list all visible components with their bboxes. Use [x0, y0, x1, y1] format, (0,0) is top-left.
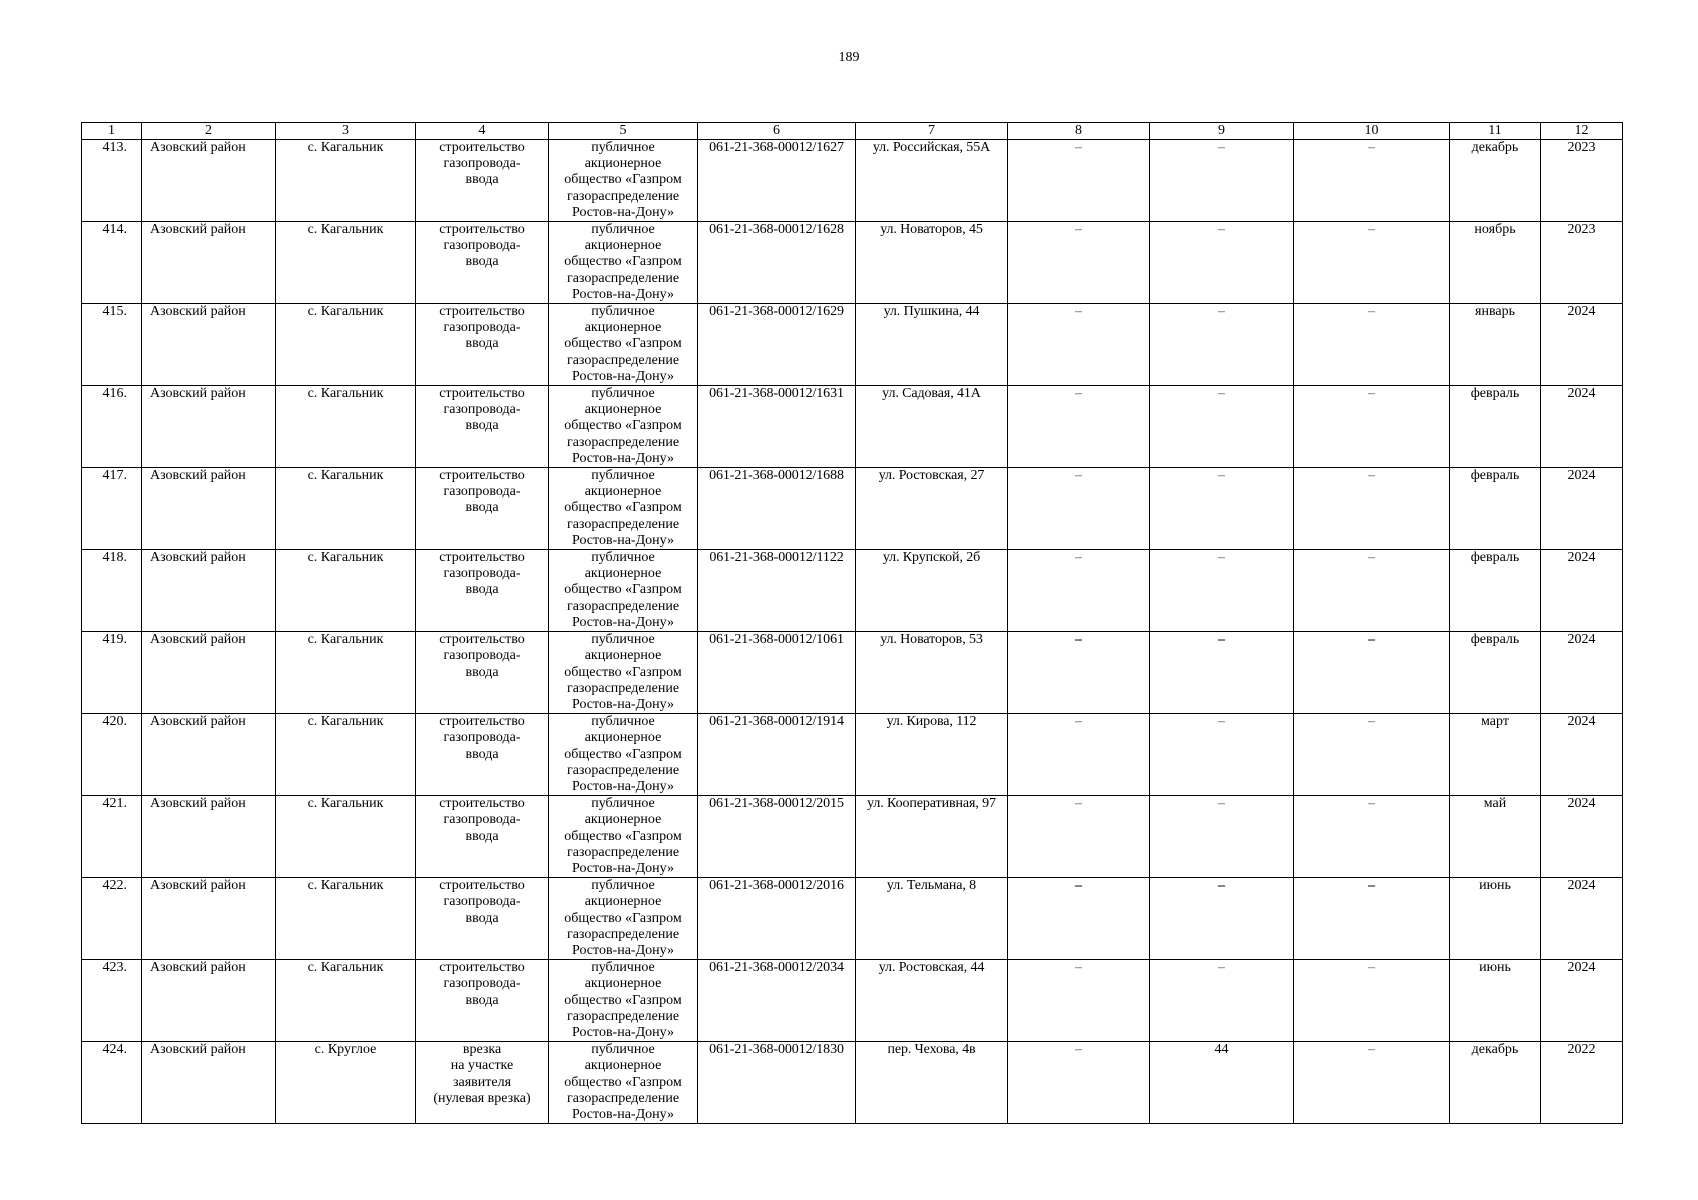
district-cell: Азовский район: [142, 878, 276, 960]
column-10-cell: –: [1294, 550, 1450, 632]
district-cell: Азовский район: [142, 796, 276, 878]
row-number: 416.: [82, 386, 142, 468]
column-header-11: 11: [1450, 123, 1541, 140]
table-row: [82, 960, 1623, 1042]
month-cell: февраль: [1450, 632, 1541, 714]
column-9-cell: –: [1150, 796, 1294, 878]
column-10-cell: –: [1294, 878, 1450, 960]
settlement-cell: с. Кагальник: [276, 632, 416, 714]
settlement-cell: с. Кагальник: [276, 140, 416, 222]
row-number: 418.: [82, 550, 142, 632]
work-type-cell: строительство газопровода- ввода: [416, 304, 549, 386]
column-9-cell: –: [1150, 714, 1294, 796]
column-10-cell: –: [1294, 632, 1450, 714]
settlement-cell: с. Кагальник: [276, 550, 416, 632]
month-cell: февраль: [1450, 386, 1541, 468]
registry-code-cell: 061-21-368-00012/1627: [698, 140, 856, 222]
address-cell: ул. Новаторов, 53: [856, 632, 1008, 714]
address-cell: ул. Садовая, 41А: [856, 386, 1008, 468]
year-cell: 2024: [1541, 796, 1623, 878]
table-row: [82, 1042, 1623, 1124]
column-9-cell: –: [1150, 878, 1294, 960]
settlement-cell: с. Кагальник: [276, 304, 416, 386]
column-header-7: 7: [856, 123, 1008, 140]
column-9-cell: –: [1150, 960, 1294, 1042]
work-type-cell: строительство газопровода- ввода: [416, 960, 549, 1042]
organization-cell: публичное акционерное общество «Газпром газораспределение Ростов-на-Дону»: [549, 222, 698, 304]
column-8-cell: –: [1008, 714, 1150, 796]
address-cell: ул. Тельмана, 8: [856, 878, 1008, 960]
column-header-9: 9: [1150, 123, 1294, 140]
column-number-row: [82, 123, 1623, 140]
year-cell: 2022: [1541, 1042, 1623, 1124]
column-10-cell: –: [1294, 1042, 1450, 1124]
organization-cell: публичное акционерное общество «Газпром газораспределение Ростов-на-Дону»: [549, 140, 698, 222]
registry-code-cell: 061-21-368-00012/2016: [698, 878, 856, 960]
organization-cell: публичное акционерное общество «Газпром газораспределение Ростов-на-Дону»: [549, 550, 698, 632]
year-cell: 2024: [1541, 304, 1623, 386]
column-10-cell: –: [1294, 304, 1450, 386]
settlement-cell: с. Кагальник: [276, 222, 416, 304]
organization-cell: публичное акционерное общество «Газпром газораспределение Ростов-на-Дону»: [549, 714, 698, 796]
month-cell: май: [1450, 796, 1541, 878]
address-cell: ул. Крупской, 2б: [856, 550, 1008, 632]
month-cell: февраль: [1450, 468, 1541, 550]
row-number: 415.: [82, 304, 142, 386]
column-9-cell: –: [1150, 140, 1294, 222]
month-cell: ноябрь: [1450, 222, 1541, 304]
settlement-cell: с. Кагальник: [276, 468, 416, 550]
column-9-cell: –: [1150, 304, 1294, 386]
column-10-cell: –: [1294, 960, 1450, 1042]
work-type-cell: строительство газопровода- ввода: [416, 632, 549, 714]
district-cell: Азовский район: [142, 960, 276, 1042]
row-number: 421.: [82, 796, 142, 878]
settlement-cell: с. Кагальник: [276, 714, 416, 796]
year-cell: 2024: [1541, 714, 1623, 796]
row-number: 420.: [82, 714, 142, 796]
registry-code-cell: 061-21-368-00012/1061: [698, 632, 856, 714]
address-cell: ул. Кооперативная, 97: [856, 796, 1008, 878]
organization-cell: публичное акционерное общество «Газпром газораспределение Ростов-на-Дону»: [549, 1042, 698, 1124]
work-type-cell: строительство газопровода- ввода: [416, 796, 549, 878]
column-9-cell: 44: [1150, 1042, 1294, 1124]
table-row: [82, 222, 1623, 304]
column-9-cell: –: [1150, 468, 1294, 550]
registry-code-cell: 061-21-368-00012/1631: [698, 386, 856, 468]
column-8-cell: –: [1008, 140, 1150, 222]
work-type-cell: строительство газопровода- ввода: [416, 878, 549, 960]
column-8-cell: –: [1008, 632, 1150, 714]
registry-code-cell: 061-21-368-00012/2034: [698, 960, 856, 1042]
district-cell: Азовский район: [142, 632, 276, 714]
work-type-cell: строительство газопровода- ввода: [416, 550, 549, 632]
year-cell: 2024: [1541, 960, 1623, 1042]
column-8-cell: –: [1008, 878, 1150, 960]
page-number: 189: [838, 50, 860, 65]
column-10-cell: –: [1294, 140, 1450, 222]
address-cell: ул. Пушкина, 44: [856, 304, 1008, 386]
column-9-cell: –: [1150, 386, 1294, 468]
month-cell: июнь: [1450, 878, 1541, 960]
work-type-cell: строительство газопровода- ввода: [416, 468, 549, 550]
column-8-cell: –: [1008, 386, 1150, 468]
year-cell: 2024: [1541, 550, 1623, 632]
column-8-cell: –: [1008, 304, 1150, 386]
table-row: [82, 140, 1623, 222]
registry-code-cell: 061-21-368-00012/1122: [698, 550, 856, 632]
column-header-8: 8: [1008, 123, 1150, 140]
address-cell: ул. Российская, 55А: [856, 140, 1008, 222]
month-cell: январь: [1450, 304, 1541, 386]
table-row: [82, 386, 1623, 468]
district-cell: Азовский район: [142, 468, 276, 550]
column-8-cell: –: [1008, 468, 1150, 550]
registry-code-cell: 061-21-368-00012/1628: [698, 222, 856, 304]
year-cell: 2023: [1541, 140, 1623, 222]
year-cell: 2024: [1541, 632, 1623, 714]
year-cell: 2023: [1541, 222, 1623, 304]
column-8-cell: –: [1008, 796, 1150, 878]
month-cell: декабрь: [1450, 1042, 1541, 1124]
column-9-cell: –: [1150, 632, 1294, 714]
district-cell: Азовский район: [142, 304, 276, 386]
district-cell: Азовский район: [142, 714, 276, 796]
district-cell: Азовский район: [142, 140, 276, 222]
settlement-cell: с. Кагальник: [276, 878, 416, 960]
row-number: 414.: [82, 222, 142, 304]
column-10-cell: –: [1294, 796, 1450, 878]
registry-code-cell: 061-21-368-00012/1830: [698, 1042, 856, 1124]
address-cell: пер. Чехова, 4в: [856, 1042, 1008, 1124]
organization-cell: публичное акционерное общество «Газпром газораспределение Ростов-на-Дону»: [549, 304, 698, 386]
column-10-cell: –: [1294, 386, 1450, 468]
settlement-cell: с. Круглое: [276, 1042, 416, 1124]
column-8-cell: –: [1008, 1042, 1150, 1124]
address-cell: ул. Ростовская, 44: [856, 960, 1008, 1042]
table-body: [82, 140, 1623, 1124]
year-cell: 2024: [1541, 468, 1623, 550]
column-8-cell: –: [1008, 222, 1150, 304]
district-cell: Азовский район: [142, 386, 276, 468]
row-number: 422.: [82, 878, 142, 960]
month-cell: март: [1450, 714, 1541, 796]
row-number: 419.: [82, 632, 142, 714]
column-9-cell: –: [1150, 222, 1294, 304]
registry-code-cell: 061-21-368-00012/1914: [698, 714, 856, 796]
column-8-cell: –: [1008, 550, 1150, 632]
table-row: [82, 796, 1623, 878]
table-row: [82, 304, 1623, 386]
row-number: 413.: [82, 140, 142, 222]
column-header-2: 2: [142, 123, 276, 140]
register-table: [81, 122, 1623, 1124]
organization-cell: публичное акционерное общество «Газпром газораспределение Ростов-на-Дону»: [549, 796, 698, 878]
settlement-cell: с. Кагальник: [276, 386, 416, 468]
row-number: 424.: [82, 1042, 142, 1124]
row-number: 423.: [82, 960, 142, 1042]
column-10-cell: –: [1294, 222, 1450, 304]
district-cell: Азовский район: [142, 550, 276, 632]
column-8-cell: –: [1008, 960, 1150, 1042]
registry-code-cell: 061-21-368-00012/1688: [698, 468, 856, 550]
settlement-cell: с. Кагальник: [276, 960, 416, 1042]
table-row: [82, 550, 1623, 632]
address-cell: ул. Новаторов, 45: [856, 222, 1008, 304]
month-cell: июнь: [1450, 960, 1541, 1042]
work-type-cell: строительство газопровода- ввода: [416, 140, 549, 222]
column-header-3: 3: [276, 123, 416, 140]
organization-cell: публичное акционерное общество «Газпром газораспределение Ростов-на-Дону»: [549, 960, 698, 1042]
column-9-cell: –: [1150, 550, 1294, 632]
month-cell: декабрь: [1450, 140, 1541, 222]
organization-cell: публичное акционерное общество «Газпром газораспределение Ростов-на-Дону»: [549, 632, 698, 714]
year-cell: 2024: [1541, 386, 1623, 468]
row-number: 417.: [82, 468, 142, 550]
district-cell: Азовский район: [142, 1042, 276, 1124]
organization-cell: публичное акционерное общество «Газпром газораспределение Ростов-на-Дону»: [549, 468, 698, 550]
column-header-12: 12: [1541, 123, 1623, 140]
column-header-5: 5: [549, 123, 698, 140]
table-row: [82, 632, 1623, 714]
settlement-cell: с. Кагальник: [276, 796, 416, 878]
column-header-1: 1: [82, 123, 142, 140]
district-cell: Азовский район: [142, 222, 276, 304]
table-row: [82, 468, 1623, 550]
year-cell: 2024: [1541, 878, 1623, 960]
registry-code-cell: 061-21-368-00012/1629: [698, 304, 856, 386]
table-row: [82, 714, 1623, 796]
address-cell: ул. Ростовская, 27: [856, 468, 1008, 550]
work-type-cell: строительство газопровода- ввода: [416, 386, 549, 468]
month-cell: февраль: [1450, 550, 1541, 632]
registry-code-cell: 061-21-368-00012/2015: [698, 796, 856, 878]
address-cell: ул. Кирова, 112: [856, 714, 1008, 796]
column-header-6: 6: [698, 123, 856, 140]
column-10-cell: –: [1294, 714, 1450, 796]
organization-cell: публичное акционерное общество «Газпром газораспределение Ростов-на-Дону»: [549, 878, 698, 960]
work-type-cell: врезка на участке заявителя (нулевая врезка): [416, 1042, 549, 1124]
work-type-cell: строительство газопровода- ввода: [416, 222, 549, 304]
column-10-cell: –: [1294, 468, 1450, 550]
table-row: [82, 878, 1623, 960]
column-header-4: 4: [416, 123, 549, 140]
column-header-10: 10: [1294, 123, 1450, 140]
organization-cell: публичное акционерное общество «Газпром газораспределение Ростов-на-Дону»: [549, 386, 698, 468]
work-type-cell: строительство газопровода- ввода: [416, 714, 549, 796]
